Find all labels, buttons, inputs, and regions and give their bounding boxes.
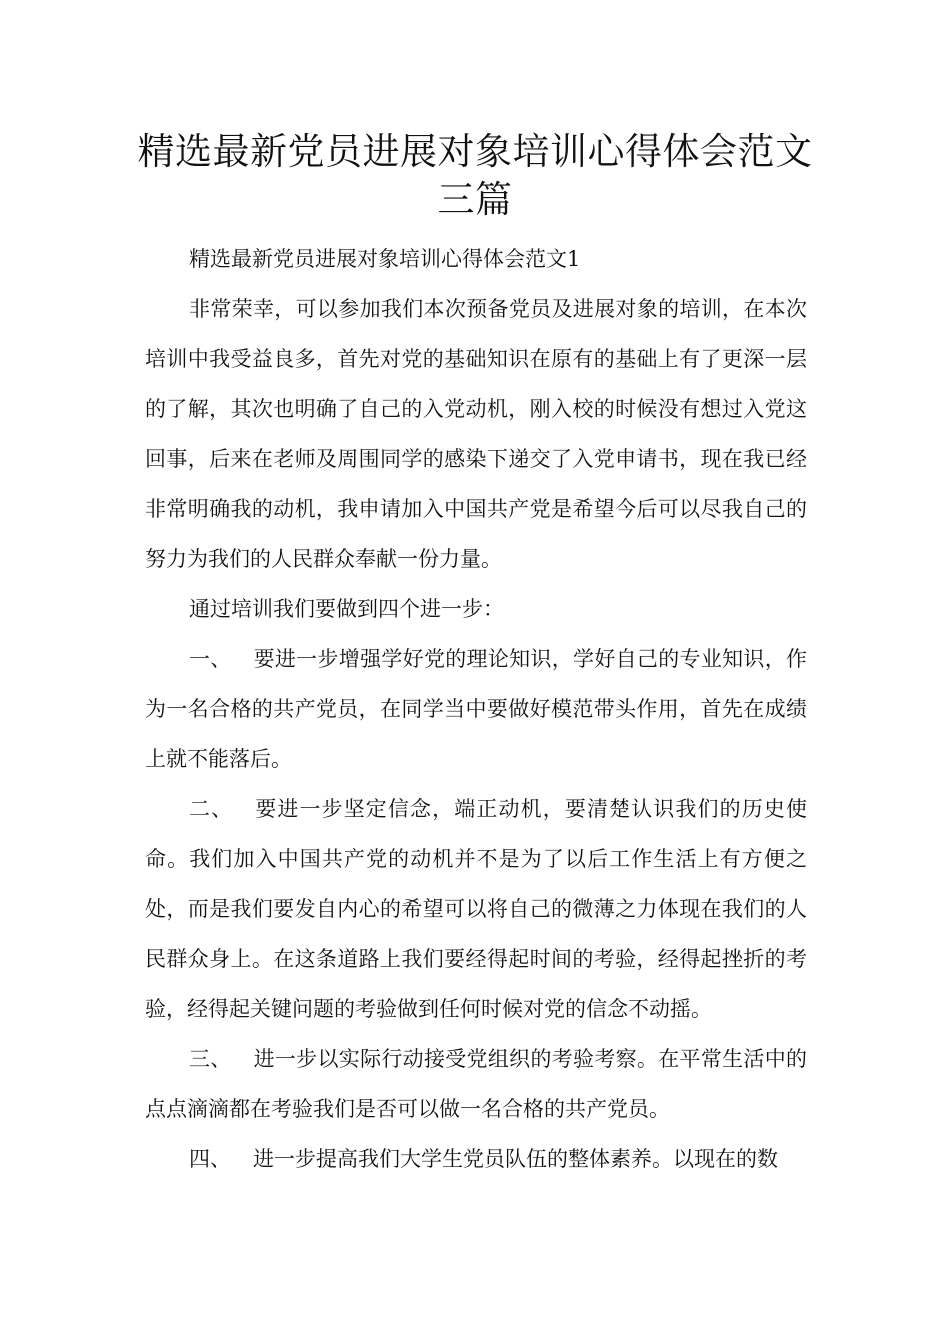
list-number: 四、 [189, 1147, 231, 1171]
list-item-1 [145, 634, 807, 784]
list-item-4 [145, 1134, 807, 1184]
document-body [145, 234, 807, 1184]
subtitle: 精选最新党员进展对象培训心得体会范文1 [189, 247, 581, 271]
list-item-text: 要进一步增强学好党的理论知识，学好自己的专业知识，作为一名合格的共产党员，在同学当中要做好模范带头作用，首先在成绩上就不能落后。 [145, 647, 807, 771]
list-number: 二、 [189, 797, 234, 821]
list-item-3 [145, 1034, 807, 1134]
list-item-text: 进一步提高我们大学生党员队伍的整体素养。以现在的数 [253, 1147, 778, 1171]
paragraph-four-steps: 通过培训我们要做到四个进一步： [189, 597, 504, 621]
list-number: 三、 [189, 1047, 232, 1071]
list-item-2 [145, 784, 807, 1034]
paragraph-intro: 非常荣幸，可以参加我们本次预备党员及进展对象的培训，在本次培训中我受益良多，首先对党的基础知识在原有的基础上有了更深一层的了解，其次也明确了自己的入党动机，刚入校的时候没有想过入党这回事，后来在老师及周围同学的感染下递交了入党申请书，现在我已经非常明确我的动机，我申请加入中国共产党是希望今后可以尽我自己的努力为我们的人民群众奉献一份力量。 [145, 297, 807, 571]
list-number: 一、 [189, 647, 232, 671]
document-title: 精选最新党员进展对象培训心得体会范文三篇 [137, 130, 813, 221]
list-item-text: 进一步以实际行动接受党组织的考验考察。在平常生活中的点点滴滴都在考验我们是否可以做一名合格的共产党员。 [145, 1047, 807, 1121]
list-item-text: 要进一步坚定信念，端正动机，要清楚认识我们的历史使命。我们加入中国共产党的动机并不是为了以后工作生活上有方便之处，而是我们要发自内心的希望可以将自己的微薄之力体现在我们的人民群众身上。在这条道路上我们要经得起时间的考验，经得起挫折的考验，经得起关键问题的考验做到任何时候对党的信念不动摇。 [145, 797, 808, 1021]
